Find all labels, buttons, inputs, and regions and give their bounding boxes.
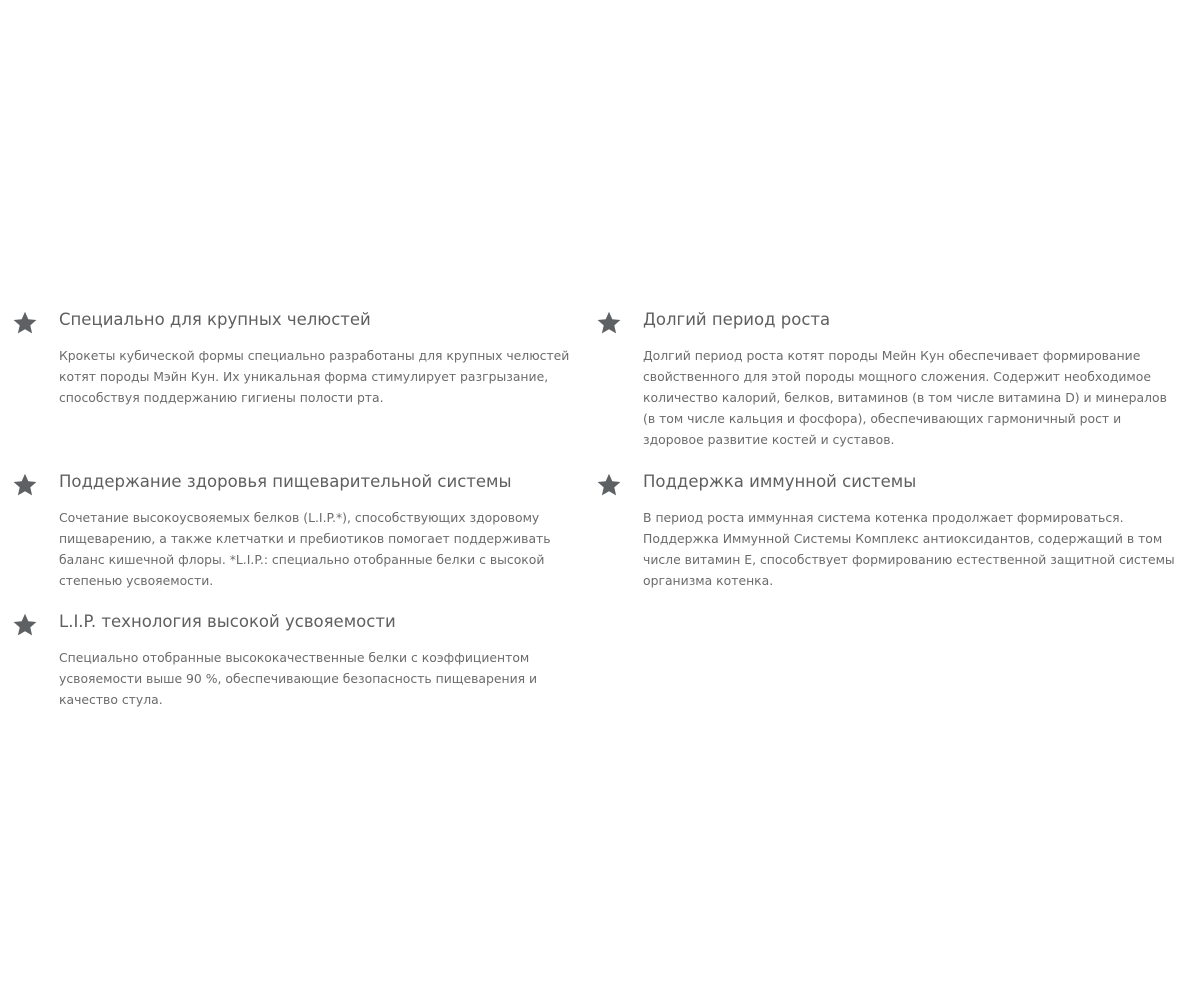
- benefit-text: В период роста иммунная система котенка продолжает формироваться. Поддержка Иммунной Системы Комплекс антиоксидантов, содержащий в том числе витамин E, способствует формированию естественной защитной системы организма котенка.: [643, 510, 1175, 588]
- benefit-title: Поддержка иммунной системы: [643, 472, 917, 491]
- benefit-large-jaws: [59, 309, 599, 408]
- benefit-title: L.I.P. технология высокой усвояемости: [59, 612, 396, 631]
- star-icon: [12, 310, 38, 336]
- benefit-title: Специально для крупных челюстей: [59, 310, 371, 329]
- star-icon: [596, 472, 622, 498]
- benefit-long-growth: [643, 309, 1183, 450]
- star-icon: [596, 310, 622, 336]
- benefit-title: Долгий период роста: [643, 310, 831, 329]
- benefit-immune-support: [643, 471, 1183, 591]
- star-icon: [12, 472, 38, 498]
- benefit-text: Долгий период роста котят породы Мейн Кун обеспечивает формирование свойственного для этой породы мощного сложения. Содержит необходимое количество калорий, белков, витаминов (в том числе витамина D) и минералов (в том числе кальция и фосфора), обеспечивающих гармоничный рост и здоровое развитие костей и суставов.: [643, 348, 1167, 447]
- star-icon: [12, 612, 38, 638]
- benefit-text: Сочетание высокоусвояемых белков (L.I.P.*), способствующих здоровому пищеварению, а также клетчатки и пребиотиков помогает поддерживать баланс кишечной флоры. *L.I.P.: специально отобранные белки с высокой степенью усвояемости.: [59, 510, 551, 588]
- benefit-lip-technology: [59, 611, 599, 710]
- benefit-text: Крокеты кубической формы специально разработаны для крупных челюстей котят породы Мэйн Кун. Их уникальная форма стимулирует разгрызание, способствуя поддержанию гигиены полости рта.: [59, 348, 570, 405]
- benefit-digestive-health: [59, 471, 599, 591]
- benefit-title: Поддержание здоровья пищеварительной системы: [59, 472, 512, 491]
- benefit-text: Специально отобранные высококачественные белки с коэффициентом усвояемости выше 90 %, обеспечивающие безопасность пищеварения и качество стула.: [59, 650, 538, 707]
